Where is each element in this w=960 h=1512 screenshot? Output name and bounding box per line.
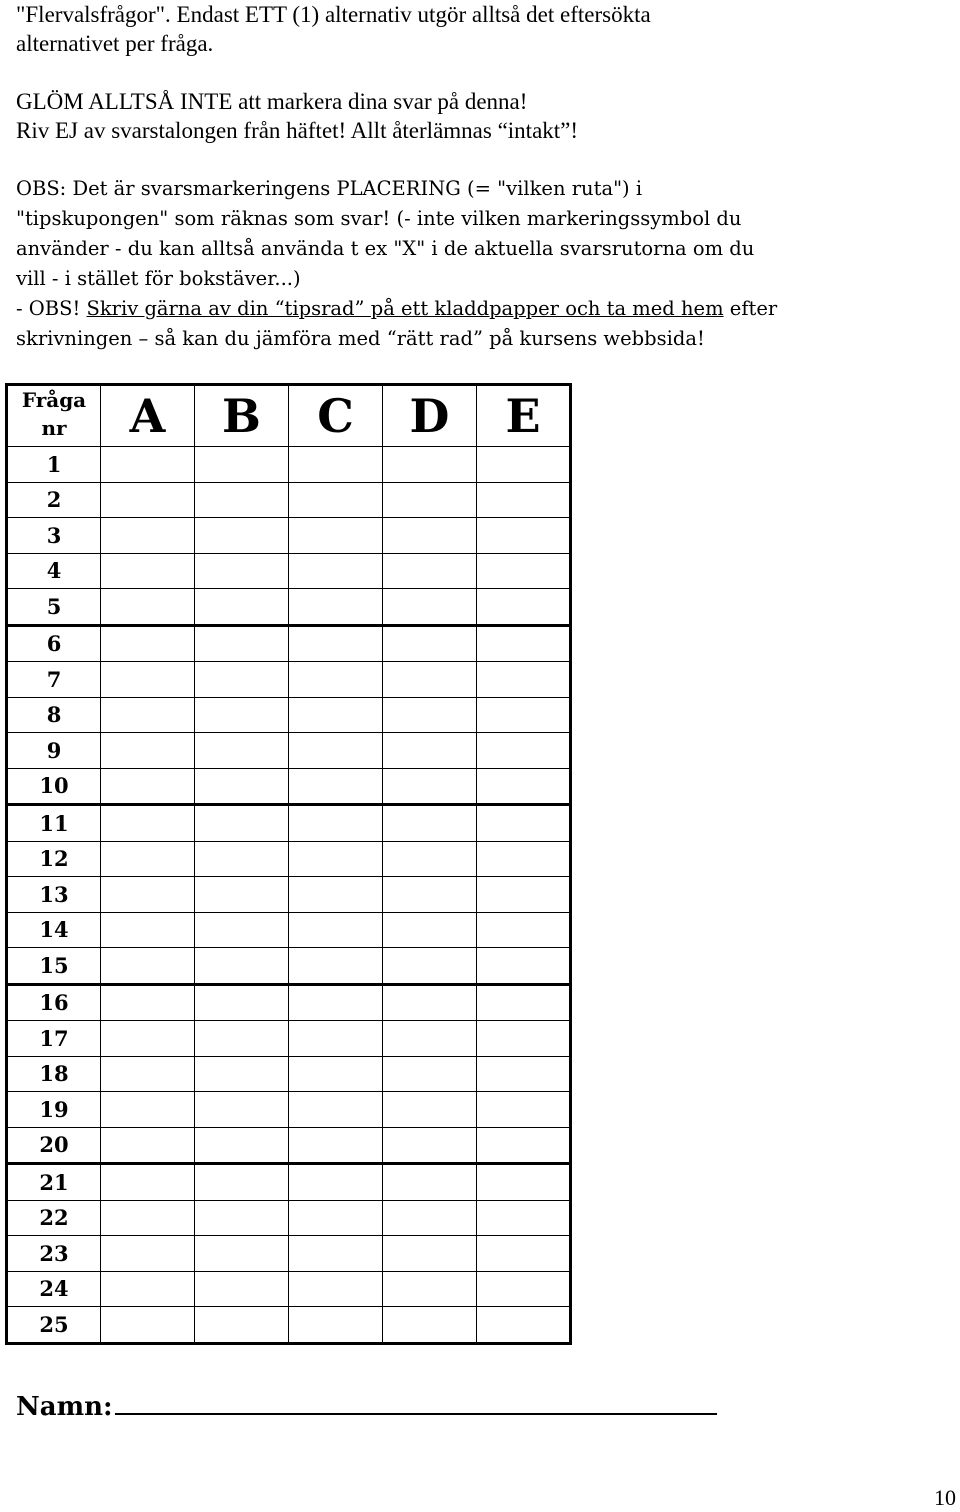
answer-sheet [5, 383, 572, 1345]
table-row [7, 1271, 571, 1307]
question-number: 11 [7, 805, 101, 842]
answer-box-c[interactable] [289, 1271, 383, 1307]
answer-box-a[interactable] [101, 1127, 195, 1164]
answer-box-e[interactable] [477, 518, 571, 554]
table-row [7, 1236, 571, 1272]
answer-box-a[interactable] [101, 1236, 195, 1272]
answer-box-a[interactable] [101, 553, 195, 589]
table-row [7, 768, 571, 805]
answer-box-b[interactable] [195, 662, 289, 698]
obs-prefix: - OBS! [16, 297, 87, 320]
answer-box-a[interactable] [101, 841, 195, 877]
question-number: 5 [7, 589, 101, 626]
question-header-line2: nr [41, 416, 67, 440]
answer-box-e[interactable] [477, 662, 571, 698]
answer-box-c[interactable] [289, 662, 383, 698]
question-number: 18 [7, 1056, 101, 1092]
question-number-header [7, 385, 101, 447]
answer-box-a[interactable] [101, 1021, 195, 1057]
question-number: 16 [7, 984, 101, 1021]
option-header-b: B [195, 385, 289, 447]
name-input-line[interactable] [115, 1385, 717, 1415]
table-row [7, 553, 571, 589]
answer-box-d[interactable] [383, 768, 477, 805]
answer-box-d[interactable] [383, 447, 477, 483]
answer-box-b[interactable] [195, 733, 289, 769]
answer-box-d[interactable] [383, 841, 477, 877]
table-row [7, 1307, 571, 1344]
intro-line: alternativet per fråga. [16, 31, 214, 56]
question-number: 10 [7, 768, 101, 805]
option-header-d: D [383, 385, 477, 447]
table-row [7, 589, 571, 626]
table-row [7, 518, 571, 554]
answer-box-d[interactable] [383, 1127, 477, 1164]
answer-box-c[interactable] [289, 1021, 383, 1057]
answer-box-b[interactable] [195, 625, 289, 662]
answer-box-b[interactable] [195, 1127, 289, 1164]
answer-box-b[interactable] [195, 447, 289, 483]
answer-box-c[interactable] [289, 1164, 383, 1201]
name-label: Namn: [16, 1392, 113, 1422]
answer-box-a[interactable] [101, 1307, 195, 1344]
answer-box-c[interactable] [289, 984, 383, 1021]
instructions-intro [16, 0, 946, 145]
answer-box-d[interactable] [383, 912, 477, 948]
answer-box-d[interactable] [383, 589, 477, 626]
answer-box-d[interactable] [383, 805, 477, 842]
answer-box-d[interactable] [383, 733, 477, 769]
intro-line: GLÖM ALLTSÅ INTE att markera dina svar på denna! [16, 89, 528, 114]
answer-box-b[interactable] [195, 1092, 289, 1128]
table-row [7, 625, 571, 662]
answer-box-c[interactable] [289, 518, 383, 554]
obs-line: använder - du kan alltså använda t ex "X" i de aktuella svarsrutorna om du [16, 237, 755, 260]
table-row [7, 1092, 571, 1128]
table-row [7, 447, 571, 483]
answer-box-c[interactable] [289, 625, 383, 662]
question-number: 8 [7, 697, 101, 733]
answer-box-a[interactable] [101, 1271, 195, 1307]
answer-box-e[interactable] [477, 1307, 571, 1344]
table-row [7, 482, 571, 518]
answer-box-d[interactable] [383, 1200, 477, 1236]
answer-box-d[interactable] [383, 1236, 477, 1272]
answer-box-d[interactable] [383, 1307, 477, 1344]
answer-box-e[interactable] [477, 447, 571, 483]
answer-box-e[interactable] [477, 984, 571, 1021]
option-header-a: A [101, 385, 195, 447]
answer-box-e[interactable] [477, 697, 571, 733]
answer-box-b[interactable] [195, 805, 289, 842]
answer-box-c[interactable] [289, 1236, 383, 1272]
answer-box-d[interactable] [383, 625, 477, 662]
answer-box-b[interactable] [195, 1271, 289, 1307]
answer-box-c[interactable] [289, 482, 383, 518]
answer-box-a[interactable] [101, 1200, 195, 1236]
answer-box-c[interactable] [289, 733, 383, 769]
question-number: 19 [7, 1092, 101, 1128]
question-number: 20 [7, 1127, 101, 1164]
answer-box-d[interactable] [383, 1164, 477, 1201]
answer-box-e[interactable] [477, 1056, 571, 1092]
answer-box-b[interactable] [195, 768, 289, 805]
answer-box-a[interactable] [101, 625, 195, 662]
answer-box-d[interactable] [383, 1056, 477, 1092]
question-number: 4 [7, 553, 101, 589]
answer-box-a[interactable] [101, 948, 195, 985]
answer-box-b[interactable] [195, 1056, 289, 1092]
answer-box-e[interactable] [477, 877, 571, 913]
question-number: 1 [7, 447, 101, 483]
obs-line: skrivningen – så kan du jämföra med “rätt rad” på kursens webbsida! [16, 327, 705, 350]
answer-box-e[interactable] [477, 948, 571, 985]
answer-box-a[interactable] [101, 697, 195, 733]
answer-box-a[interactable] [101, 1092, 195, 1128]
answer-box-d[interactable] [383, 553, 477, 589]
table-row [7, 1056, 571, 1092]
answer-box-b[interactable] [195, 912, 289, 948]
table-row [7, 1021, 571, 1057]
answer-box-b[interactable] [195, 1200, 289, 1236]
intro-line: "Flervalsfrågor". Endast ETT (1) alternativ utgör alltså det eftersökta [16, 2, 651, 27]
question-number: 9 [7, 733, 101, 769]
answer-box-e[interactable] [477, 1127, 571, 1164]
answer-box-c[interactable] [289, 1092, 383, 1128]
answer-box-b[interactable] [195, 948, 289, 985]
table-row [7, 912, 571, 948]
question-number: 23 [7, 1236, 101, 1272]
question-number: 15 [7, 948, 101, 985]
answer-box-a[interactable] [101, 1056, 195, 1092]
answer-box-e[interactable] [477, 553, 571, 589]
answer-box-b[interactable] [195, 1021, 289, 1057]
answer-box-c[interactable] [289, 768, 383, 805]
table-row [7, 662, 571, 698]
answer-box-d[interactable] [383, 1021, 477, 1057]
question-number: 7 [7, 662, 101, 698]
table-row [7, 877, 571, 913]
question-number: 24 [7, 1271, 101, 1307]
question-header-line1: Fråga [21, 388, 87, 412]
answer-box-b[interactable] [195, 589, 289, 626]
answer-box-a[interactable] [101, 805, 195, 842]
answer-box-d[interactable] [383, 662, 477, 698]
answer-sheet-header [7, 385, 571, 447]
answer-box-d[interactable] [383, 482, 477, 518]
answer-box-b[interactable] [195, 518, 289, 554]
answer-box-a[interactable] [101, 518, 195, 554]
answer-box-c[interactable] [289, 1307, 383, 1344]
answer-box-b[interactable] [195, 877, 289, 913]
answer-box-a[interactable] [101, 482, 195, 518]
answer-box-e[interactable] [477, 589, 571, 626]
table-row [7, 697, 571, 733]
obs-note [16, 174, 956, 354]
table-row [7, 841, 571, 877]
obs-line [16, 294, 956, 324]
table-row [7, 1127, 571, 1164]
answer-box-d[interactable] [383, 877, 477, 913]
question-number: 22 [7, 1200, 101, 1236]
answer-box-e[interactable] [477, 912, 571, 948]
answer-box-c[interactable] [289, 697, 383, 733]
answer-box-a[interactable] [101, 1164, 195, 1201]
answer-box-e[interactable] [477, 625, 571, 662]
answer-box-b[interactable] [195, 482, 289, 518]
answer-box-c[interactable] [289, 1056, 383, 1092]
table-row [7, 948, 571, 985]
question-number: 14 [7, 912, 101, 948]
obs-line: OBS: Det är svarsmarkeringens PLACERING (= "vilken ruta") i [16, 177, 643, 200]
table-row [7, 1164, 571, 1201]
table-row [7, 1200, 571, 1236]
question-number: 12 [7, 841, 101, 877]
question-number: 25 [7, 1307, 101, 1344]
answer-box-a[interactable] [101, 984, 195, 1021]
answer-box-d[interactable] [383, 518, 477, 554]
answer-box-b[interactable] [195, 1236, 289, 1272]
table-row [7, 733, 571, 769]
table-row [7, 805, 571, 842]
answer-box-e[interactable] [477, 1092, 571, 1128]
answer-box-a[interactable] [101, 662, 195, 698]
answer-box-e[interactable] [477, 805, 571, 842]
option-header-c: C [289, 385, 383, 447]
answer-box-e[interactable] [477, 768, 571, 805]
answer-box-c[interactable] [289, 912, 383, 948]
answer-box-a[interactable] [101, 589, 195, 626]
answer-box-b[interactable] [195, 553, 289, 589]
option-header-e: E [477, 385, 571, 447]
answer-box-b[interactable] [195, 1307, 289, 1344]
answer-box-c[interactable] [289, 877, 383, 913]
question-number: 13 [7, 877, 101, 913]
name-field [16, 1385, 717, 1422]
question-number: 6 [7, 625, 101, 662]
answer-box-e[interactable] [477, 1200, 571, 1236]
answer-box-d[interactable] [383, 1092, 477, 1128]
answer-box-e[interactable] [477, 1164, 571, 1201]
answer-box-e[interactable] [477, 733, 571, 769]
answer-box-a[interactable] [101, 733, 195, 769]
answer-box-c[interactable] [289, 1127, 383, 1164]
answer-box-c[interactable] [289, 447, 383, 483]
answer-box-a[interactable] [101, 912, 195, 948]
question-number: 2 [7, 482, 101, 518]
obs-line: "tipskupongen" som räknas som svar! (- inte vilken markeringssymbol du [16, 207, 742, 230]
answer-box-c[interactable] [289, 805, 383, 842]
answer-box-d[interactable] [383, 697, 477, 733]
question-number: 21 [7, 1164, 101, 1201]
answer-box-b[interactable] [195, 841, 289, 877]
obs-underlined: Skriv gärna av din “tipsrad” på ett kladdpapper och ta med hem [86, 297, 724, 320]
page-number: 10 [934, 1485, 956, 1510]
answer-box-c[interactable] [289, 1200, 383, 1236]
answer-box-a[interactable] [101, 768, 195, 805]
answer-box-c[interactable] [289, 553, 383, 589]
answer-box-b[interactable] [195, 1164, 289, 1201]
answer-box-c[interactable] [289, 948, 383, 985]
intro-line: Riv EJ av svarstalongen från häftet! Allt återlämnas “intakt”! [16, 118, 579, 143]
answer-box-b[interactable] [195, 984, 289, 1021]
answer-box-c[interactable] [289, 841, 383, 877]
answer-box-d[interactable] [383, 1271, 477, 1307]
answer-box-e[interactable] [477, 1271, 571, 1307]
answer-box-e[interactable] [477, 1021, 571, 1057]
question-number: 17 [7, 1021, 101, 1057]
question-number: 3 [7, 518, 101, 554]
answer-box-e[interactable] [477, 841, 571, 877]
obs-line: vill - i stället för bokstäver...) [16, 267, 301, 290]
answer-box-d[interactable] [383, 984, 477, 1021]
answer-box-a[interactable] [101, 447, 195, 483]
answer-box-c[interactable] [289, 589, 383, 626]
answer-box-d[interactable] [383, 948, 477, 985]
answer-box-e[interactable] [477, 1236, 571, 1272]
table-row [7, 984, 571, 1021]
answer-box-b[interactable] [195, 697, 289, 733]
obs-suffix: efter [723, 297, 778, 320]
answer-box-a[interactable] [101, 877, 195, 913]
answer-box-e[interactable] [477, 482, 571, 518]
